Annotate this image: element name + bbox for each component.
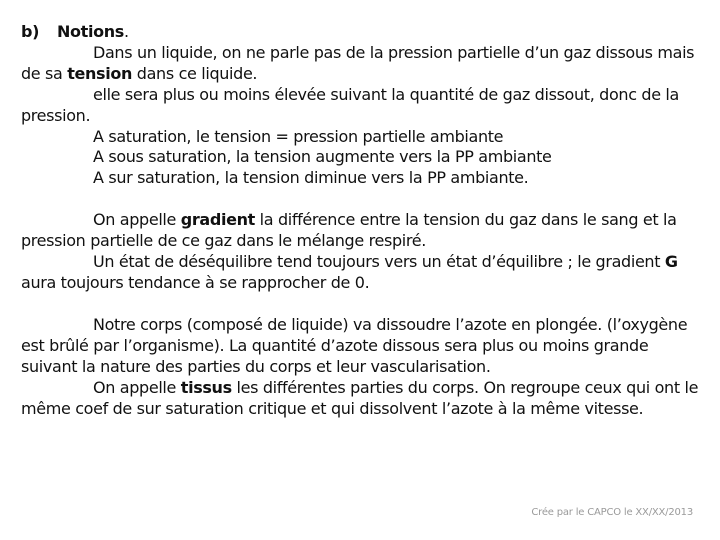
bold-term-tissus: tissus (180, 377, 232, 397)
paragraph-tension (21, 43, 701, 85)
text-run: dans ce liquide. (132, 63, 258, 83)
text-run: On appelle (93, 210, 181, 230)
slide-content (21, 22, 701, 419)
saturation-line: A saturation, le tension = pression partielle ambiante (93, 126, 504, 146)
sous-saturation-line: A sous saturation, la tension augmente vers la PP ambiante (93, 147, 552, 167)
spacer (21, 189, 701, 210)
heading-title-suffix: . (123, 22, 129, 41)
text-run: aura toujours tendance à se rapprocher de 0. (21, 272, 370, 292)
heading-title: Notions (57, 22, 124, 41)
bold-term-tension: tension (67, 63, 133, 83)
heading-label: b) (21, 22, 40, 41)
bold-term-g: G (664, 252, 678, 272)
text-run: Un état de déséquilibre tend toujours vers un état d’équilibre ; le gradient (93, 252, 665, 272)
spacer (21, 294, 701, 315)
text-run: les différentes parties du corps. On regroupe ceux qui ont le même coef de sur saturation critique et qui dissolvent l’azote à la même vitesse. (21, 377, 699, 418)
paragraph-tissus (21, 378, 701, 420)
text-run: la différence entre la tension du gaz dans le sang et la pression partielle de ce gaz dans le mélange respiré. (21, 210, 677, 251)
footer-credit: Crée par le CAPCO le XX/XX/2013 (531, 507, 693, 518)
text-run: Dans un liquide, on ne parle pas de la pression partielle d’un gaz dissous mais de sa (21, 42, 695, 83)
paragraph-azote: Notre corps (composé de liquide) va dissoudre l’azote en plongée. (l’oxygène est brûlé par l’organisme). La quantité d’azote dissous sera plus ou moins grande suivant la nature des parties du corps et leur vascularisation. (21, 314, 688, 376)
paragraph-equilibre (21, 252, 701, 294)
section-heading (21, 22, 701, 43)
paragraph-gradient (21, 210, 701, 252)
sur-saturation-line: A sur saturation, la tension diminue vers la PP ambiante. (93, 168, 529, 188)
text-run: On appelle (93, 377, 181, 397)
paragraph-pression: elle sera plus ou moins élevée suivant la quantité de gaz dissout, donc de la pression. (21, 84, 679, 125)
bold-term-gradient: gradient (180, 210, 255, 230)
